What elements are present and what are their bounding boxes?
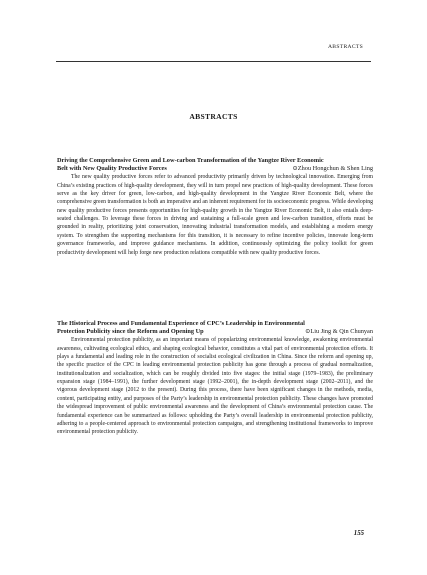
- article-title-lead: The Historical Process and Fundamental Experience of CPC’s Leadership in Environmental: [57, 320, 305, 327]
- page-title: ABSTRACTS: [189, 112, 238, 121]
- header-rule: [56, 61, 371, 62]
- article-title-lead: Driving the Comprehensive Green and Low-carbon Transformation of the Yangtze River Economic: [57, 157, 324, 164]
- article-authors: ⊙Zhou Hongchun & Shen Ling: [292, 165, 373, 173]
- page-number: 155: [353, 530, 364, 537]
- article-title-tail: Protection Publicity since the Reform and Opening Up: [57, 328, 204, 336]
- article-authors: ⊙Liu Jing & Qin Chunyan: [305, 328, 373, 336]
- article-1: [57, 157, 373, 257]
- article-title-author-line: [57, 328, 373, 336]
- article-abstract: Environmental protection publicity, as an important means of popularizing environmental knowledge, awakening environmental awareness, cultivating ecological ethics, and shaping ecological behavior, constitutes a vital part of environmental protection efforts. It plays a fundamental and leading role in the construction of socialist ecological civilization in China. Since the reform and opening up, the specific practice of the CPC in leading environmental protection publicity has gone through a process of gradual normalization, institutionalization and socialization, which can be roughly divided into five stages: the initial stage (1979–1983), the preliminary expansion stage (1984–1991), the further development stage (1992–2001), the in-depth development stage (2002–2011), and the vigorous development stage (2012 to the present). During this process, there have been significant changes in the methods, media, content, participating entity, and purposes of the Party’s leadership in environmental protection publicity. These changes have promoted the widespread improvement of public environmental awareness and the development of China’s environmental protection cause. The fundamental experience can be summarized as follows: upholding the Party’s overall leadership in environmental protection publicity, adhering to a people-centered approach to environmental protection campaigns, and strengthening institutional frameworks to improve environmental protection publicity.: [57, 337, 373, 436]
- article-abstract: The new quality productive forces refer to advanced productivity primarily driven by technological innovation. Emerging from China’s existing practices of high-quality development, they will in turn propel new practices of high-quality development. These forces serve as the key driver for green, low-carbon, and high-quality development in the Yangtze River Economic Belt, where the comprehensive green transformation is both an imperative and an inherent requirement for its socioeconomic progress. While developing new quality productive forces presents opportunities for high-quality growth in the Yangtze River Economic Belt, it also entails deep-seated challenges. To leverage these forces in driving and sustaining a full-scale green and low-carbon transition, efforts must be grounded in reality, prioritizing joint conservation, innovating industrial transformation models, and establishing a modern energy system. To strengthen the supporting mechanisms for this transition, it is necessary to refine incentive policies, innovate long-term governance frameworks, and improve guidance mechanisms. In addition, continuously optimizing the policy toolkit for green productivity development will help forge new production relations compatible with new quality productive forces.: [57, 174, 373, 256]
- article-title-author-line: [57, 165, 373, 173]
- article-title-tail: Belt with New Quality Productive Forces: [57, 165, 167, 173]
- article-2: [57, 320, 373, 437]
- running-head: ABSTRACTS: [327, 44, 363, 50]
